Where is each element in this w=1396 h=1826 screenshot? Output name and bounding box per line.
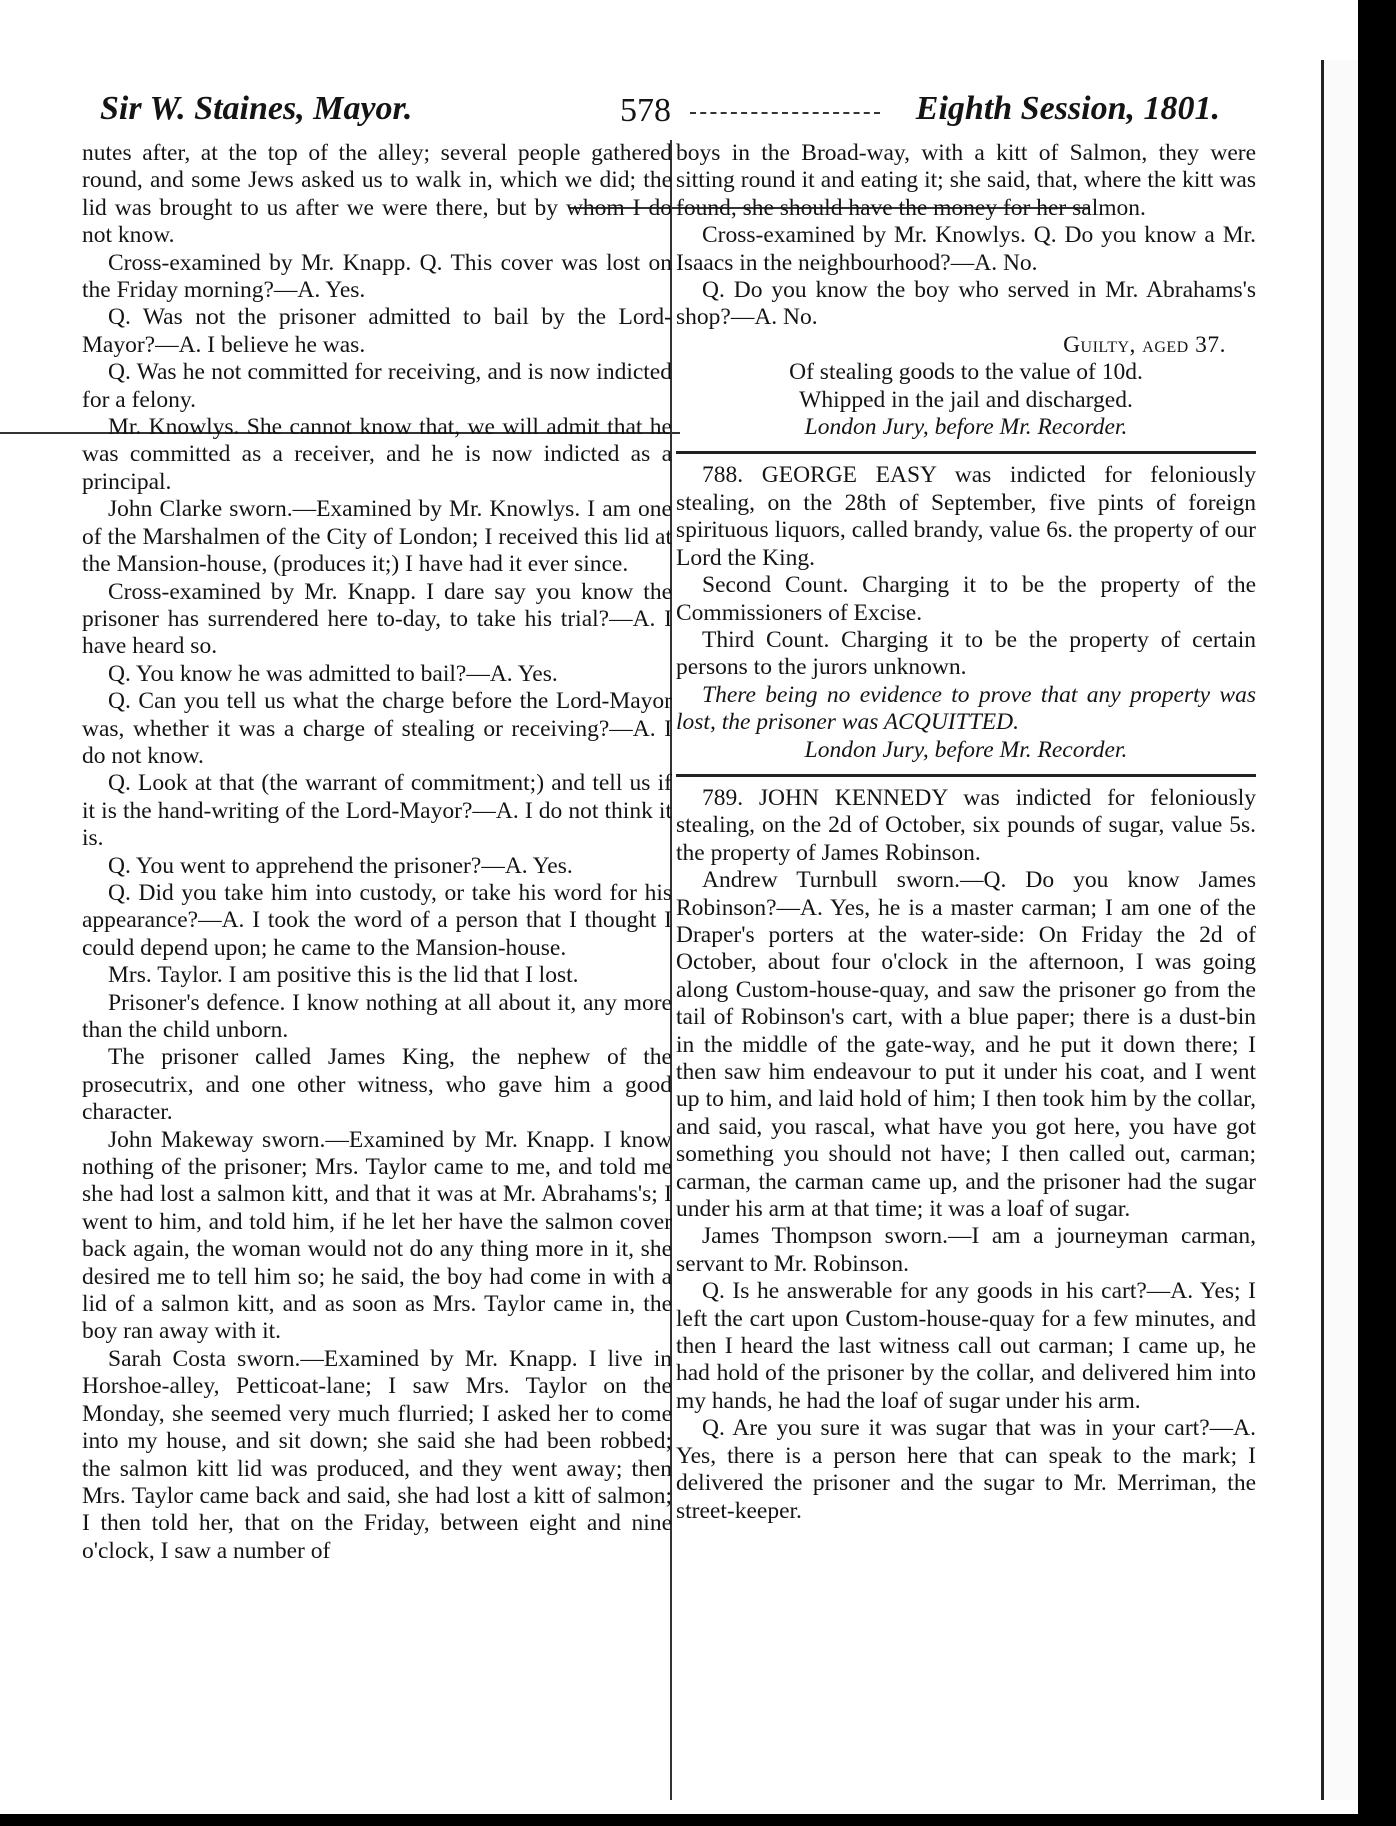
right-column	[676, 140, 1256, 1525]
page-number: 578	[620, 92, 671, 129]
paragraph: Q. Can you tell us what the charge before the Lord-Mayor was, whether it was a charge of stealing or receiving?—A. I do not know.	[82, 688, 672, 769]
verdict: There being no evidence to prove that any property was lost, the prisoner was ACQUITTED.	[676, 681, 1256, 736]
paragraph: boys in the Broad-way, with a kitt of Salmon, they were sitting round it and eating it; she said, that, where the kitt was found, she should have the money for her salmon.	[676, 140, 1256, 221]
paragraph: Q. Did you take him into custody, or take his word for his appearance?—A. I took the word of a person that I thought I could depend upon; he came to the Mansion-house.	[82, 879, 672, 961]
paragraph: Prisoner's defence. I know nothing at all about it, any more than the child unborn.	[82, 989, 672, 1043]
paragraph: nutes after, at the top of the alley; several people gathered round, and some Jews asked us to walk in, which we did; the lid was brought to us after we were there, but by whom I do not know.	[82, 140, 672, 249]
paragraph: Q. Do you know the boy who served in Mr. Abrahams's shop?—A. No.	[676, 277, 1256, 331]
paragraph: Q. Was he not committed for receiving, and is now indicted for a felony.	[82, 359, 672, 413]
case-divider	[676, 451, 1256, 454]
paragraph: Mr. Knowlys. She cannot know that, we will admit that he was committed as a receiver, and he is now indicted as a principal.	[82, 414, 672, 495]
header-mayor: Sir W. Staines, Mayor.	[100, 90, 413, 127]
case-heading: 789. JOHN KENNEDY was indicted for feloniously stealing, on the 2d of October, six pounds of sugar, value 5s. the property of James Robinson.	[676, 784, 1256, 866]
paragraph: Q. Is he answerable for any goods in his cart?—A. Yes; I left the cart upon Custom-house-quay for a few minutes, and then I heard the last witness call out carman; I came up, he had hold of the prisoner by the collar, and delivered him into my hands, he had the loaf of sugar under his arm.	[676, 1278, 1256, 1414]
paragraph: Third Count. Charging it to be the property of certain persons to the jurors unknown.	[676, 626, 1256, 681]
paragraph: John Makeway sworn.—Examined by Mr. Knapp. I know nothing of the prisoner; Mrs. Taylor came to me, and told me she had lost a salmon kitt, and that it was at Mr. Abrahams's; I went to him, and told him, if he let her have the salmon cover back again, the woman would not do any thing more in it, she desired me to tell him so; he said, the boy had come in with a lid of a salmon kitt, and as soon as Mrs. Taylor came in, the boy ran away with it.	[82, 1126, 672, 1345]
paragraph: Mrs. Taylor. I am positive this is the lid that I lost.	[108, 962, 579, 989]
scan-border-bottom	[0, 1814, 1396, 1826]
jury-note: London Jury, before Mr. Recorder.	[804, 736, 1128, 763]
paragraph: Q. Are you sure it was sugar that was in your cart?—A. Yes, there is a person here that can speak to the mark; I delivered the prisoner and the sugar to Mr. Merriman, the street-keeper.	[676, 1415, 1256, 1524]
verdict: Guilty, aged 37.	[1063, 331, 1226, 358]
paragraph: Andrew Turnbull sworn.—Q. Do you know James Robinson?—A. Yes, he is a master carman; I am one of the Draper's porters at the water-side: On Friday the 2d of October, about four o'clock in the afternoon, I was going along Custom-house-quay, and saw the prisoner go from the tail of Robinson's cart, with a blue paper; there is a dust-bin in the middle of the gate-way, and he put it down there; I then saw him endeavour to put it under his coat, and I went up to him, and laid hold of him; I then took him by the collar, and said, you rascal, what have you got here, you have got something you should not have; I then called out, carman; carman, the carman came up, and the prisoner had the sugar under his arm at that time; it was a loaf of sugar.	[676, 867, 1256, 1223]
jury-note: London Jury, before Mr. Recorder.	[804, 414, 1128, 441]
paragraph: Q. You went to apprehend the prisoner?—A. Yes.	[108, 852, 573, 879]
paragraph: Q. You know he was admitted to bail?—A. Yes.	[108, 660, 558, 687]
paragraph: Cross-examined by Mr. Knapp. I dare say you know the prisoner has surrendered here to-day, to take his trial?—A. I have heard so.	[82, 578, 672, 660]
case-divider	[676, 774, 1256, 777]
sentence: Whipped in the jail and discharged.	[799, 386, 1133, 413]
running-header	[100, 82, 1220, 142]
header-session: Eighth Session, 1801.	[915, 90, 1220, 127]
adjacent-page-edge	[1321, 60, 1358, 1800]
case-heading: 788. GEORGE EASY was indicted for feloniously stealing, on the 28th of September, five pints of foreign spirituous liquors, called brandy, value 6s. the property of our Lord the King.	[676, 462, 1256, 571]
paragraph: Q. Look at that (the warrant of commitment;) and tell us if it is the hand-writing of the Lord-Mayor?—A. I do not think it is.	[82, 770, 672, 852]
paragraph: Cross-examined by Mr. Knowlys. Q. Do you know a Mr. Isaacs in the neighbourhood?—A. No.	[676, 222, 1256, 276]
paragraph: Second Count. Charging it to be the property of the Commissioners of Excise.	[676, 572, 1256, 626]
paragraph: John Clarke sworn.—Examined by Mr. Knowlys. I am one of the Marshalmen of the City of London; I received this lid at the Mansion-house, (produces it;) I have had it ever since.	[82, 496, 672, 578]
sentence: Of stealing goods to the value of 10d.	[789, 359, 1143, 386]
paragraph: Q. Was not the prisoner admitted to bail by the Lord-Mayor?—A. I believe he was.	[82, 304, 672, 358]
paragraph: James Thompson sworn.—I am a journeyman carman, servant to Mr. Robinson.	[676, 1223, 1256, 1277]
scan-border-right	[1358, 0, 1396, 1826]
header-dash	[690, 112, 880, 114]
paragraph: Sarah Costa sworn.—Examined by Mr. Knapp. I live in Horshoe-alley, Petticoat-lane; I saw Mrs. Taylor on the Monday, she seemed very much flurried; I asked her to come into my house, and sit down; she said she had been robbed; the salmon kitt lid was produced, and they went away; then Mrs. Taylor came back and said, she had lost a kitt of salmon; I then told her, that on the Friday, between eight and nine o'clock, I saw a number of	[82, 1345, 672, 1564]
paragraph: The prisoner called James King, the nephew of the prosecutrix, and one other witness, who gave him a good character.	[82, 1044, 672, 1126]
left-column	[82, 140, 672, 1565]
paragraph: Cross-examined by Mr. Knapp. Q. This cover was lost on the Friday morning?—A. Yes.	[82, 249, 672, 304]
